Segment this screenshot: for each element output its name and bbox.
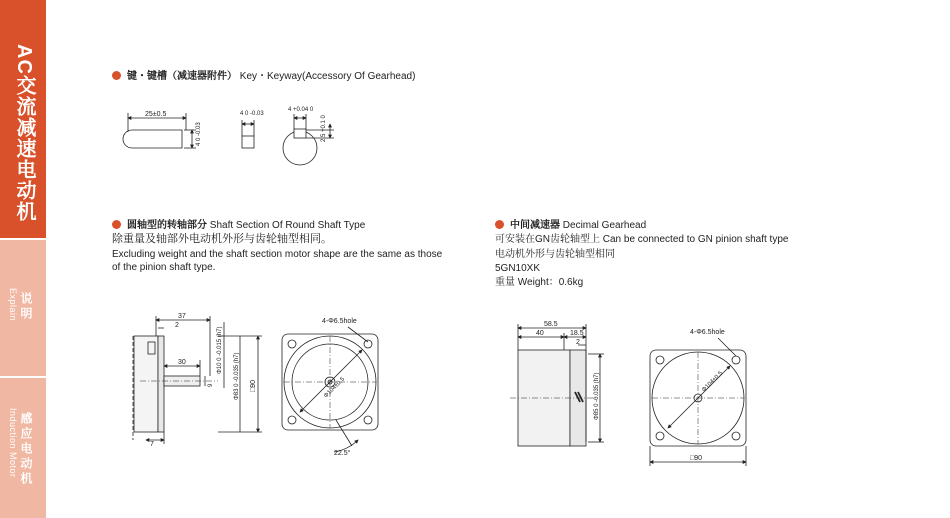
decimal-title-en: Decimal Gearhead (562, 220, 647, 231)
round-shaft-note-cn: 除重量及轴部外电动机外形与齿轮轴型相同。 (112, 233, 332, 245)
key-side-view (123, 130, 182, 148)
holes-label: 4-Φ6.5hole (322, 318, 357, 325)
square-label: □90 (250, 379, 257, 392)
sidebar-explain-cn: 说明 (19, 292, 33, 322)
decimal-line1: 可安装在GN齿轮轴型上 Can be connected to GN pinion shaft type (495, 234, 789, 245)
dim-30-label: 30 (178, 359, 186, 366)
dim-2-label: 2 (175, 322, 179, 329)
round-shaft-title-en: Shaft Section Of Round Shaft Type (209, 220, 366, 231)
round-shaft-side-drawing (133, 316, 262, 444)
decimal-model: 5GN10XK (495, 263, 541, 274)
dec-holes-label: 4-Φ6.5hole (690, 329, 725, 336)
decimal-front-drawing (650, 338, 746, 466)
sidebar-title: AC交流减速电动机 (13, 44, 35, 222)
dim-7-label: 7 (150, 441, 154, 448)
decimal-line2: 电动机外形与齿轮轴型相同 (495, 249, 615, 260)
keyway-depth-label: 2.5 +0.1 0 (321, 115, 327, 142)
pcd-label: Φ104±0.5 (323, 376, 347, 400)
dec-dim-40-label: 40 (536, 330, 544, 337)
dec-dim-2-label: 2 (576, 339, 580, 346)
dim-37-label: 37 (178, 313, 186, 320)
decimal-weight: 重量 Weight：0.6kg (495, 277, 584, 288)
round-shaft-title-cn: 圆轴型的转轴部分 (127, 220, 207, 231)
dec-flange-dia-label: Φ85 0 -0.035 (h7) (594, 372, 600, 420)
dec-square-label: □90 (690, 455, 703, 462)
angle-label: 22.5° (334, 450, 351, 457)
key-title-en: Key・Keyway(Accessory Of Gearhead) (239, 71, 416, 82)
sidebar-induction-cn: 感应电动机 (19, 412, 33, 487)
sidebar-induction-en: Induction Motor (8, 408, 18, 478)
decimal-side-drawing (510, 324, 604, 446)
key-width-label: 4 0 -0.03 (240, 111, 264, 117)
key-height-label: 4 0 -0.03 (196, 122, 202, 146)
key-title-cn: 键・键槽（减速器附件） (127, 71, 237, 82)
keyway-width-label: 4 +0.04 0 (288, 107, 314, 113)
shaft-dia-label: Φ10 0 -0.015 (h7) (217, 326, 223, 374)
round-shaft-note-en1: Excluding weight and the shaft section motor shape are the same as those (112, 249, 443, 260)
key-end-view (242, 136, 254, 148)
key-length-label: 25±0.5 (145, 111, 167, 118)
round-shaft-note-en2: of the pinion shaft type. (112, 262, 216, 273)
decimal-title-cn: 中间减速器 (510, 220, 560, 231)
dec-pcd-label: Φ104±0.5 (701, 370, 725, 394)
dec-dim-58-label: 58.5 (544, 321, 558, 328)
sidebar-explain-en: Explain (8, 288, 18, 322)
dec-dim-18-label: 18.5 (570, 330, 584, 337)
dim-9-label: 9 (208, 383, 214, 387)
key-drawing (123, 113, 334, 165)
flange-dia-label: Φ83 0 -0.035 (h7) (234, 352, 240, 400)
